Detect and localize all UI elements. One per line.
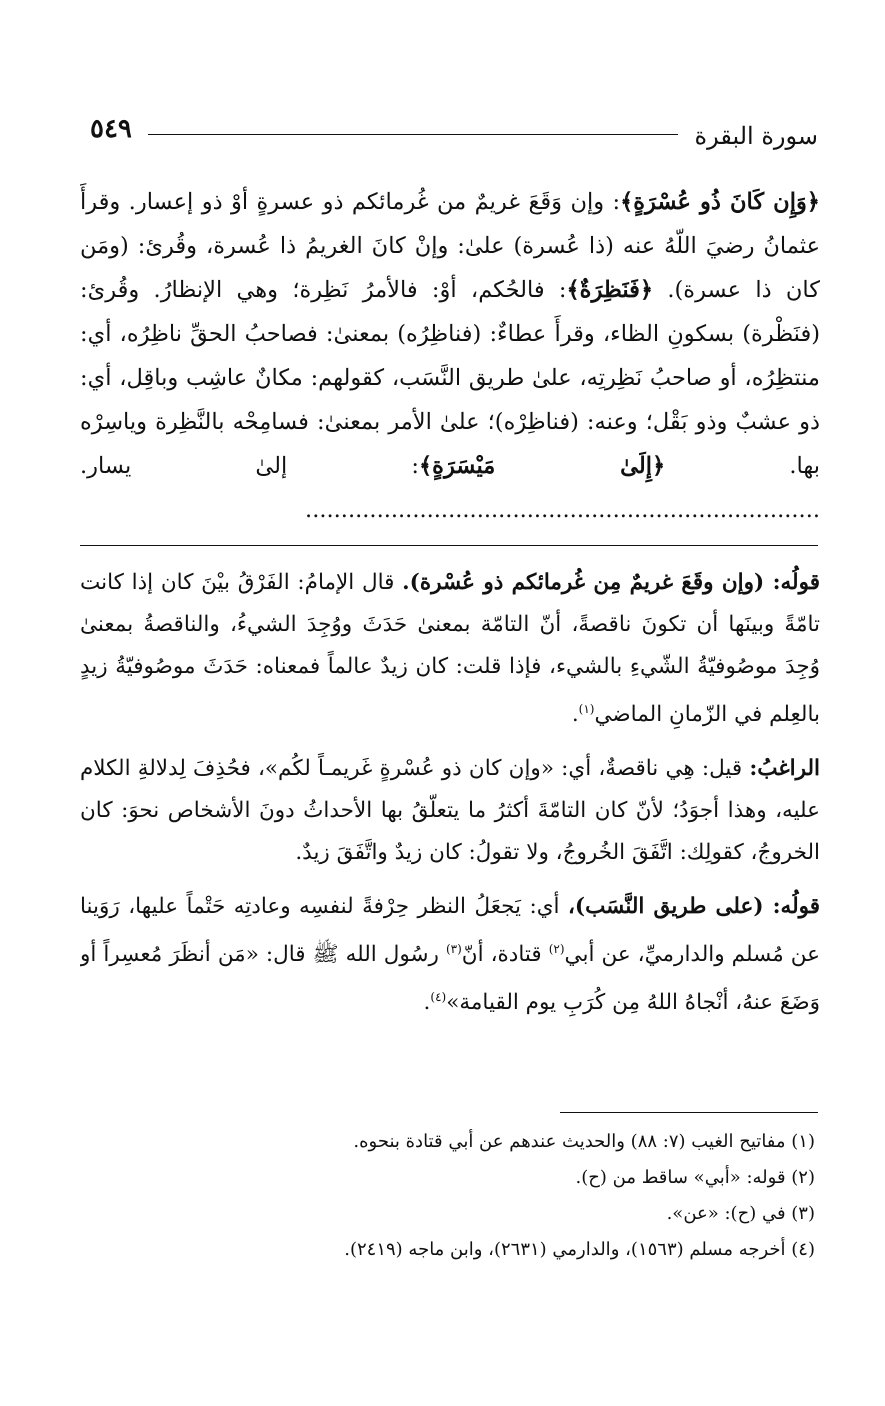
commentary-lead: قولُه: (على طريق النَّسَب)، bbox=[567, 894, 820, 920]
footnotes bbox=[80, 1124, 815, 1268]
running-title: سورة البقرة bbox=[694, 122, 818, 150]
commentary-text: قتادة، أنّ bbox=[461, 942, 549, 968]
verse-quote: ﴿إِلَىٰ مَيْسَرَةٍ﴾ bbox=[418, 453, 666, 479]
footnote-ref[interactable]: (٢) bbox=[548, 942, 565, 957]
commentary-text: قال الإمامُ: الفَرْقُ بيْنَ كان إذا كانت تامّةً وبينَها أن تكونَ ناقصةً، أنّ التامّة بمعنىٰ حَدَثَ ووُجِدَ الشيءُ، والناقصةُ بمعنىٰ وُجِدَ موصُوفيّةُ الشّيءِ بالشيء، فإذا قلت: كان زيدٌ عالماً فمعناه: حَدَثَ موصُوفيّةُ زيدٍ بالعِلم في الزّمانِ الماضي bbox=[80, 570, 820, 728]
footnote-ref[interactable]: (٣) bbox=[445, 942, 462, 957]
section-divider bbox=[80, 545, 818, 546]
footnote-item: (٢) قوله: «أبي» ساقط من (ح). bbox=[575, 1167, 815, 1188]
header-rule bbox=[148, 134, 678, 135]
verse-quote: ﴿فَنَظِرَةٌ﴾ bbox=[566, 277, 654, 303]
page-number: ٥٤٩ bbox=[90, 114, 132, 144]
commentary-paragraph: قولُه: (على طريق النَّسَب)، أي: يَجعَلُ النظر حِرْفةً لنفسِه وعادتِه حَتْماً عليها، رَوَينا عن مُسلم والدارميِّ، عن أبي$^{(٢)}$ قتادة، أنّ$^{(٣)}$ رسُول الله ﷺ قال: «مَن أنظَرَ مُعسِراً أو وَضَعَ عنهُ، أنْجاهُ اللهُ مِن كُرَبِ يوم القيامة»$^{(٤)}$. bbox=[80, 894, 820, 1016]
main-text-segment: : وإن وَقَعَ غريمٌ من غُرمائكم ذو عسرةٍ أوْ ذو إعسار. وقرأَ عثمانُ رضيَ اللّهُ عنه (ذا عُسرة) علىٰ: وإنْ كانَ الغريمُ ذا عُسرة، وقُرئ: (ومَن كان ذا عسرة). bbox=[80, 189, 820, 303]
commentary-lead: قولُه: (وإن وقَعَ غريمٌ مِن غُرمائكم ذو عُسْرة). bbox=[402, 570, 820, 595]
main-text-segment: : إلىٰ يسار. ........................................................................ bbox=[80, 453, 820, 523]
footnote-item: (١) مفاتيح الغيب (٧: ٨٨) والحديث عندهم عن أبي قتادة بنحوه. bbox=[353, 1131, 815, 1152]
footnote-item: (٣) في (ح): «عن». bbox=[666, 1203, 815, 1224]
footnote-ref[interactable]: (١) bbox=[578, 702, 595, 716]
commentary-lead: الراغبُ: bbox=[749, 756, 820, 782]
commentary-paragraph: قولُه: (وإن وقَعَ غريمٌ مِن غُرمائكم ذو عُسْرة). قال الإمامُ: الفَرْقُ بيْنَ كان إذا كانت تامّةً وبينَها أن تكونَ ناقصةً، أنّ التامّة بمعنىٰ حَدَثَ ووُجِدَ الشيءُ، والناقصةُ بمعنىٰ وُجِدَ موصُوفيّةُ الشّيءِ بالشيء، فإذا قلت: كان زيدٌ عالماً فمعناه: حَدَثَ موصُوفيّةُ زيدٍ بالعِلم في الزّمانِ الماضي$^{(١)}$. bbox=[80, 570, 820, 728]
page-header bbox=[90, 110, 818, 154]
commentary-text: قيل: هِي ناقصةٌ، أي: «وإن كان ذو عُسْرةٍ غَريمـاً لكُم»، فحُذِفَ لِدلالةِ الكلام عليه، وهذا أجوَدُ؛ لأنّ كان التامّةَ أكثرُ ما يتعلّقُ بها الأحداثُ دونَ الأشخاص نحوَ: كان الخروجُ، كقولِك: اتَّفَقَ الخُروجُ، ولا تقولُ: كان زيدٌ واتَّفَقَ زيدٌ. bbox=[80, 756, 820, 866]
footnote-item: (٤) أخرجه مسلم (١٥٦٣)، والدارمي (٢٦٣١)، وابن ماجه (٢٤١٩). bbox=[344, 1239, 815, 1260]
commentary-paragraph bbox=[80, 748, 820, 874]
footnote-ref[interactable]: (٤) bbox=[430, 990, 447, 1005]
commentary-text: أي: يَجعَلُ النظر حِرْفةً لنفسِه وعادتِه حَتْماً عليها، رَوَينا عن مُسلم والدارميِّ، عن أبي bbox=[80, 894, 820, 968]
footnote-divider bbox=[560, 1112, 818, 1113]
main-text bbox=[80, 180, 820, 538]
main-text-segment: : فالحُكم، أوْ: فالأمرُ نَظِرة؛ وهي الإنظارُ. وقُرئ: (فنَظْرة) بسكونِ الظاء، وقرأَ عطاءٌ: (فناظِرُه) بمعنىٰ: فصاحبُ الحقِّ ناظِرُه، أي: منتظِرُه، أو صاحبُ نَظِرتِه، علىٰ طريق النَّسَب، كقولهم: مكانٌ عاشِب وباقِل، أي: ذو عشبٌ وذو بَقْل؛ وعنه: (فناظِرْه)؛ علىٰ الأمر بمعنىٰ: فسامِحْه بالنَّظِرة وياسِرْه بها. bbox=[80, 277, 820, 479]
commentary-text: رسُول الله ﷺ قال: «مَن أنظَرَ مُعسِراً أو وَضَعَ عنهُ، أنْجاهُ اللهُ مِن كُرَبِ يوم القيامة» bbox=[80, 942, 820, 1016]
commentary bbox=[80, 562, 820, 1092]
verse-quote: ﴿وَإِن كَانَ ذُو عُسْرَةٍ﴾ bbox=[620, 189, 820, 215]
